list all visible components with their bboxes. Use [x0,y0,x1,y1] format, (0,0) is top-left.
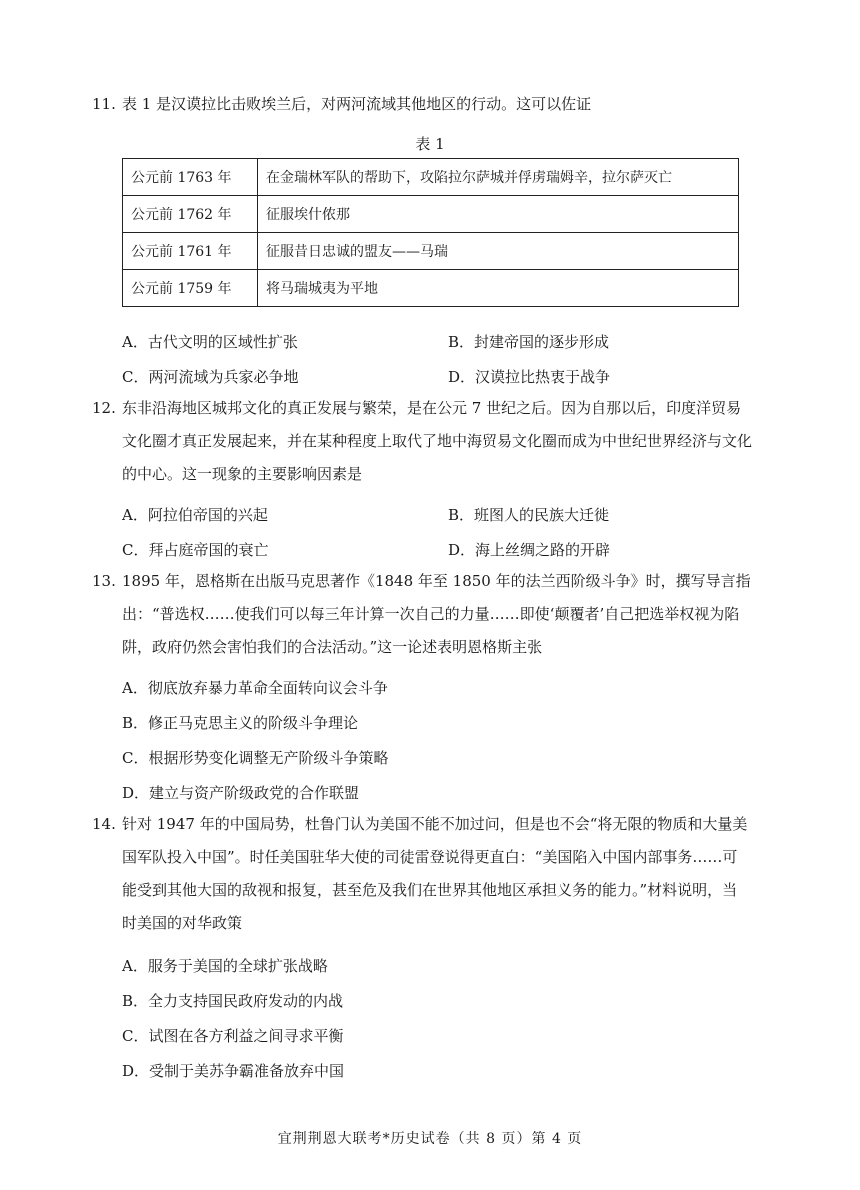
option-a: A．彻底放弃暴力革命全面转向议会斗争 [122,679,388,697]
table-cell-event: 征服昔日忠诚的盟友——马瑞 [258,233,739,270]
question-stem: 1895 年，恩格斯在出版马克思著作《1848 年至 1850 年的法兰西阶级斗争》时，撰写导言指出：“普选权……使我们可以每三年计算一次自己的力量……即使‘颠覆者’自己把选举权视为陷阱，政府仍然会害怕我们的合法活动。”这一论述表明恩格斯主张 [122,572,751,656]
option-a: A．古代文明的区域性扩张 [122,333,298,351]
option-b: B．全力支持国民政府发动的内战 [122,992,344,1010]
option-d: D．汉谟拉比热衷于战争 [448,368,611,386]
page-footer: 宜荆荆恩大联考*历史试卷（共 8 页）第 4 页 [277,1131,583,1147]
option-d: D．建立与资产阶级政党的合作联盟 [122,784,360,802]
table-cell-year: 公元前 1759 年 [123,270,258,307]
table-row [123,270,739,307]
question-14 [92,808,752,940]
question-number: 14. [92,815,116,833]
table-cell-event: 在金瑞林军队的帮助下，攻陷拉尔萨城并俘虏瑞姆辛，拉尔萨灭亡 [258,159,739,196]
events-table [122,158,739,307]
option-c: C．两河流域为兵家必争地 [122,368,299,386]
table-row [123,159,739,196]
question-number: 12. [92,399,116,417]
question-11 [92,88,752,121]
table-cell-year: 公元前 1763 年 [123,159,258,196]
option-c: C．根据形势变化调整无产阶级斗争策略 [122,749,389,767]
option-d: D．海上丝绸之路的开辟 [448,541,611,559]
table-cell-year: 公元前 1762 年 [123,196,258,233]
question-stem: 东非沿海地区城邦文化的真正发展与繁荣，是在公元 7 世纪之后。因为自那以后，印度洋贸易文化圈才真正发展起来，并在某种程度上取代了地中海贸易文化圈而成为中世纪世界经济与文化的中心。这一现象的主要影响因素是 [122,399,753,483]
option-a: A．阿拉伯帝国的兴起 [122,506,268,524]
option-b: B．修正马克思主义的阶级斗争理论 [122,714,359,732]
table-caption: 表 1 [415,135,445,153]
question-13 [92,565,752,664]
question-12 [92,392,752,491]
question-stem: 表 1 是汉谟拉比击败埃兰后，对两河流域其他地区的行动。这可以佐证 [122,95,592,113]
option-d: D．受制于美苏争霸准备放弃中国 [122,1062,345,1080]
table-cell-year: 公元前 1761 年 [123,233,258,270]
table-cell-event: 将马瑞城夷为平地 [258,270,739,307]
option-a: A．服务于美国的全球扩张战略 [122,957,328,975]
option-c: C．试图在各方利益之间寻求平衡 [122,1027,344,1045]
table-cell-event: 征服埃什侬那 [258,196,739,233]
option-b: B．班图人的民族大迁徙 [448,506,610,524]
question-number: 13. [92,572,116,590]
option-b: B．封建帝国的逐步形成 [448,333,610,351]
option-c: C．拜占庭帝国的衰亡 [122,541,269,559]
table-row [123,233,739,270]
table-row [123,196,739,233]
question-number: 11. [92,95,116,113]
question-stem: 针对 1947 年的中国局势，杜鲁门认为美国不能不加过问，但是也不会“将无限的物质和大量美国军队投入中国”。时任美国驻华大使的司徒雷登说得更直白：“美国陷入中国内部事务……可能受到其他大国的敌视和报复，甚至危及我们在世界其他地区承担义务的能力。”材料说明，当时美国的对华政策 [122,815,748,932]
